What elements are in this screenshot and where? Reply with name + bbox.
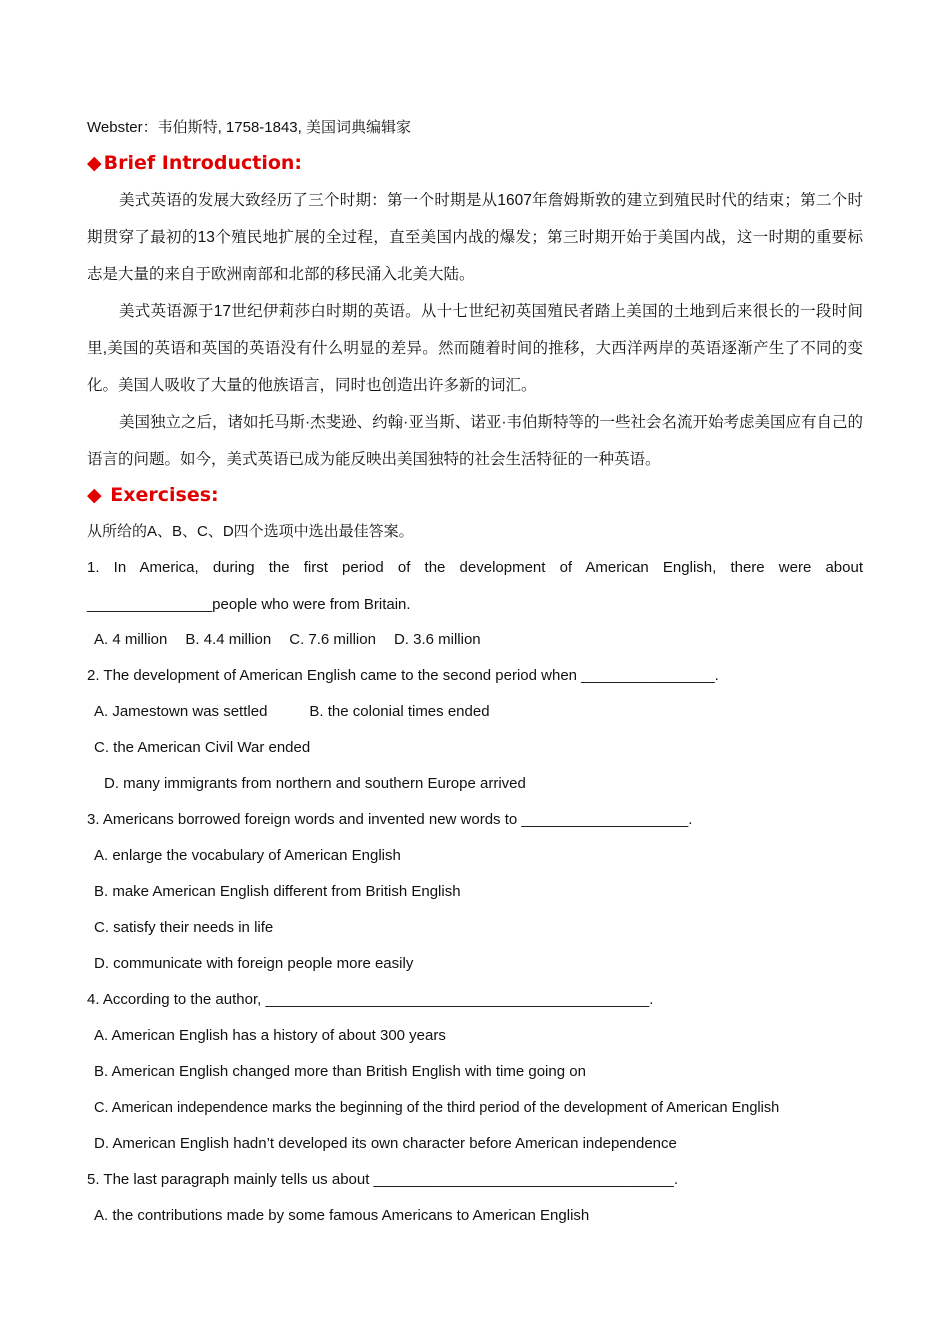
question-1-stem: 1. In America, during the first period of the development of American English, there were about _______________people who were from Britain. (87, 559, 863, 613)
exercises-heading (87, 482, 863, 508)
diamond-bullet-icon: ◆ (87, 484, 102, 506)
question-4-option-a: A. American English has a history of about 300 years (94, 1027, 446, 1044)
brief-introduction-heading (87, 150, 863, 176)
question-3-option-a: A. enlarge the vocabulary of American English (94, 847, 401, 864)
question-5-stem: 5. The last paragraph mainly tells us about ____________________________________. (87, 1171, 679, 1188)
question-2-option-c: C. the American Civil War ended (94, 739, 311, 756)
question-4-option-c: C. American independence marks the beginning of the third period of the development of American English (94, 1100, 780, 1116)
question-2-options-ab (87, 702, 863, 722)
question-3-option-d: D. communicate with foreign people more easily (94, 955, 414, 972)
intro-paragraph-3: 美国独立之后，诸如托马斯·杰斐逊、约翰·亚当斯、诺亚·韦伯斯特等的一些社会名流开始考虑美国应有自己的语言的问题。如今，美式英语已成为能反映出美国独特的社会生活特征的一种英语。 (87, 414, 863, 468)
question-4-stem: 4. According to the author, ______________________________________________. (87, 991, 654, 1008)
question-3-option-c: C. satisfy their needs in life (94, 919, 274, 936)
document-content (87, 108, 863, 1226)
question-1-option-a: A. 4 million (94, 631, 168, 648)
question-1-option-d: D. 3.6 million (393, 631, 481, 648)
question-1-options (87, 630, 863, 650)
question-3-option-b: B. make American English different from British English (94, 883, 461, 900)
intro-paragraph-1: 美式英语的发展大致经历了三个时期：第一个时期是从1607年詹姆斯敦的建立到殖民时代的结束；第二个时期贯穿了最初的13个殖民地扩展的全过程，直至美国内战的爆发；第三时期开始于美国内战，这一时期的重要标志是大量的来自于欧洲南部和北部的移民涌入北美大陆。 (87, 192, 863, 283)
question-3-stem: 3. Americans borrowed foreign words and invented new words to ____________________. (87, 811, 693, 828)
webster-note: Webster：韦伯斯特, 1758-1843, 美国词典编辑家 (87, 119, 411, 136)
question-4-option-d: D. American English hadn’t developed its own character before American independence (94, 1135, 677, 1152)
question-2-option-d: D. many immigrants from northern and southern Europe arrived (104, 775, 526, 792)
intro-paragraph-2: 美式英语源于17世纪伊莉莎白时期的英语。从十七世纪初英国殖民者踏上美国的土地到后来很长的一段时间里,美国的英语和英国的英语没有什么明显的差异。然而随着时间的推移，大西洋两岸的英语逐渐产生了不同的变化。美国人吸收了大量的他族语言，同时也创造出许多新的词汇。 (87, 303, 863, 394)
question-2-option-b: B. the colonial times ended (309, 703, 490, 720)
exercise-instruction: 从所给的A、B、C、D四个选项中选出最佳答案。 (87, 523, 414, 540)
question-2-stem: 2. The development of American English came to the second period when ________________. (87, 667, 719, 684)
brief-introduction-title: Brief Introduction: (103, 152, 303, 174)
question-1-option-b: B. 4.4 million (185, 631, 272, 648)
diamond-bullet-icon: ◆ (87, 152, 102, 174)
question-1-option-c: C. 7.6 million (289, 631, 376, 648)
exercises-title: Exercises: (110, 484, 219, 506)
question-5-option-a: A. the contributions made by some famous Americans to American English (94, 1207, 590, 1224)
question-2-option-a: A. Jamestown was settled (94, 703, 268, 720)
question-4-option-b: B. American English changed more than British English with time going on (94, 1063, 586, 1080)
